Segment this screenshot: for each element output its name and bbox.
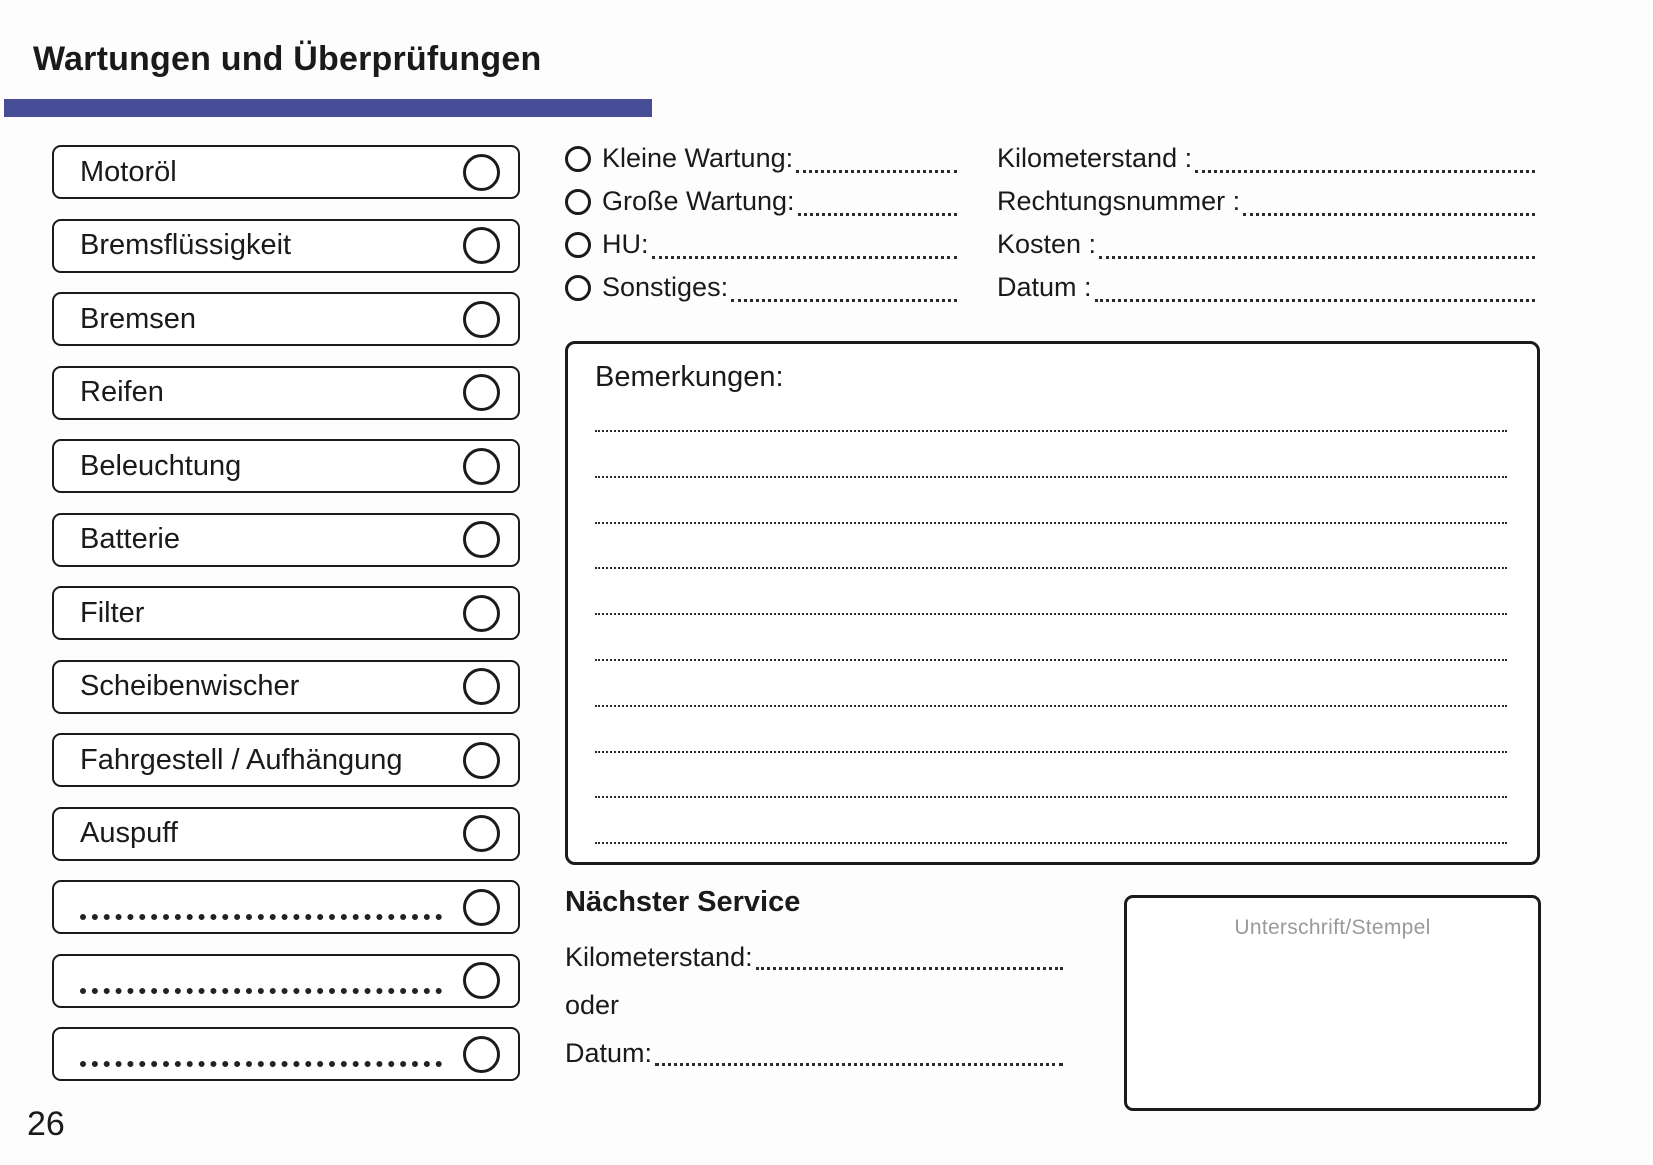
- next-service-km-row: [565, 937, 1063, 977]
- service-type-row: [565, 180, 957, 223]
- service-type-label: Große Wartung:: [602, 186, 795, 216]
- remarks-line[interactable]: [595, 707, 1507, 753]
- checklist-item-label: Auspuff: [80, 817, 178, 849]
- check-circle[interactable]: [463, 301, 500, 338]
- checklist-item-bremsfluessigkeit: [52, 219, 520, 273]
- checklist-item-label: Batterie: [80, 523, 180, 555]
- check-circle[interactable]: [463, 815, 500, 852]
- remarks-line[interactable]: [595, 394, 1507, 432]
- checklist-item-label: Bremsen: [80, 302, 197, 335]
- checklist-item-blank: [52, 1027, 520, 1081]
- inspection-checklist: [52, 145, 520, 1081]
- field-row-datum: [997, 266, 1535, 309]
- field-row-rechtungsnummer: [997, 180, 1535, 223]
- radio-circle[interactable]: [565, 232, 591, 258]
- radio-circle[interactable]: [565, 146, 591, 172]
- checklist-item-label: Filter: [80, 596, 145, 629]
- field-label: Kosten :: [997, 229, 1097, 259]
- checklist-item-label: Fahrgestell / Aufhängung: [80, 743, 403, 776]
- next-service-km-label: Kilometerstand:: [565, 941, 753, 972]
- remarks-line[interactable]: [595, 753, 1507, 799]
- check-circle[interactable]: [463, 595, 500, 632]
- field-row-kilometerstand: [997, 137, 1535, 180]
- check-circle[interactable]: [463, 889, 500, 926]
- checklist-item-blank: [52, 954, 520, 1008]
- check-circle[interactable]: [463, 668, 500, 705]
- fill-in-line[interactable]: [1099, 256, 1535, 259]
- field-label: Rechtungsnummer :: [997, 186, 1241, 216]
- checklist-item-blank: [52, 880, 520, 934]
- remarks-line[interactable]: [595, 661, 1507, 707]
- dotted-blank-line[interactable]: [80, 1061, 442, 1067]
- signature-stamp-box[interactable]: [1124, 895, 1541, 1111]
- checklist-item-label: Motoröl: [80, 155, 177, 188]
- fill-in-line[interactable]: [1195, 170, 1535, 173]
- check-circle[interactable]: [463, 742, 500, 779]
- checklist-item-reifen: [52, 366, 520, 420]
- service-type-label: Kleine Wartung:: [602, 143, 794, 173]
- dotted-blank-line[interactable]: [80, 988, 442, 994]
- next-service-date-row: [565, 1033, 1063, 1073]
- title-underline-bar: [4, 99, 652, 117]
- checklist-item-label: Bremsflüssigkeit: [80, 229, 292, 261]
- checklist-item-scheibenwischer: [52, 660, 520, 714]
- radio-circle[interactable]: [565, 189, 591, 215]
- check-circle[interactable]: [463, 374, 500, 411]
- remarks-label: Bemerkungen:: [595, 361, 784, 393]
- service-type-row: [565, 137, 957, 180]
- remarks-line[interactable]: [595, 432, 1507, 478]
- page-number: 26: [27, 1105, 65, 1143]
- service-type-label: Sonstiges:: [602, 272, 729, 302]
- service-type-row: [565, 266, 957, 309]
- fill-in-line[interactable]: [796, 170, 957, 173]
- remarks-line[interactable]: [595, 615, 1507, 661]
- next-service-section: [565, 885, 1063, 1073]
- signature-stamp-label: Unterschrift/Stempel: [1234, 916, 1431, 939]
- field-label: Kilometerstand :: [997, 143, 1193, 173]
- remarks-lines: [595, 394, 1507, 844]
- check-circle[interactable]: [463, 227, 500, 264]
- checklist-item-fahrgestell-aufhaengung: [52, 733, 520, 787]
- remarks-line[interactable]: [595, 798, 1507, 844]
- remarks-line[interactable]: [595, 524, 1507, 570]
- check-circle[interactable]: [463, 521, 500, 558]
- check-circle[interactable]: [463, 154, 500, 191]
- check-circle[interactable]: [463, 962, 500, 999]
- check-circle[interactable]: [463, 448, 500, 485]
- dotted-blank-line[interactable]: [80, 914, 442, 920]
- fill-in-line[interactable]: [1243, 213, 1535, 216]
- next-service-date-label: Datum:: [565, 1037, 653, 1068]
- check-circle[interactable]: [463, 1036, 500, 1073]
- service-type-list: [565, 137, 957, 309]
- radio-circle[interactable]: [565, 275, 591, 301]
- fill-in-line[interactable]: [1095, 299, 1535, 302]
- field-label: Datum :: [997, 272, 1092, 302]
- checklist-item-label: Scheibenwischer: [80, 670, 300, 702]
- checklist-item-auspuff: [52, 807, 520, 861]
- page-title: Wartungen und Überprüfungen: [33, 40, 542, 78]
- remarks-box: [565, 341, 1540, 865]
- service-type-row: [565, 223, 957, 266]
- fill-in-line[interactable]: [731, 299, 957, 302]
- fill-in-line[interactable]: [655, 1063, 1063, 1066]
- checklist-item-bremsen: [52, 292, 520, 346]
- checklist-item-label: Beleuchtung: [80, 449, 242, 482]
- checklist-item-batterie: [52, 513, 520, 567]
- next-service-title: Nächster Service: [565, 886, 801, 918]
- next-service-or-label: oder: [565, 990, 620, 1020]
- fill-in-line[interactable]: [756, 967, 1063, 970]
- checklist-item-beleuchtung: [52, 439, 520, 493]
- checklist-item-label: Reifen: [80, 376, 164, 408]
- remarks-line[interactable]: [595, 478, 1507, 524]
- service-type-label: HU:: [602, 229, 649, 259]
- checklist-item-filter: [52, 586, 520, 640]
- fill-in-line[interactable]: [798, 213, 957, 216]
- remarks-line[interactable]: [595, 569, 1507, 615]
- fill-in-line[interactable]: [652, 256, 958, 259]
- checklist-item-motoroel: [52, 145, 520, 199]
- field-row-kosten: [997, 223, 1535, 266]
- invoice-fields: [997, 137, 1535, 309]
